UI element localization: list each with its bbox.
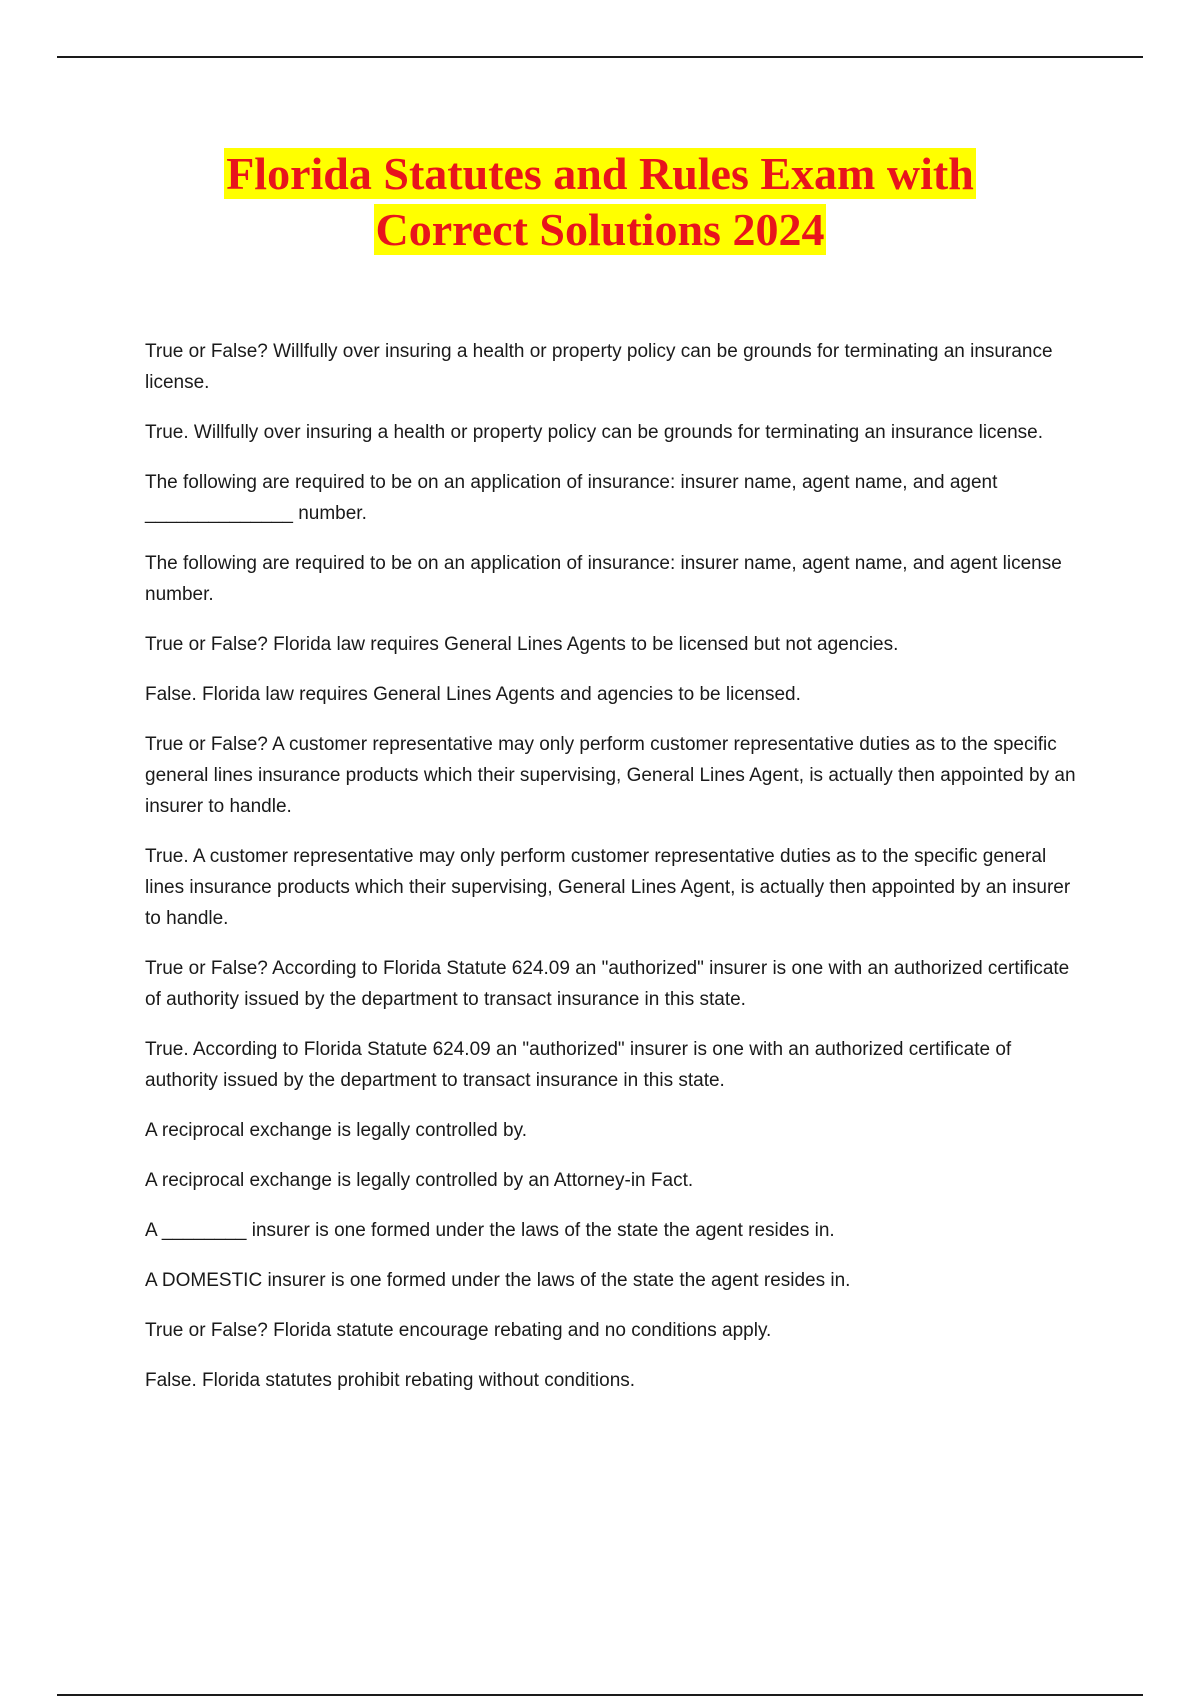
question-1: True or False? Willfully over insuring a health or property policy can be grounds for terminating an insurance license.	[145, 341, 1053, 393]
question-5: True or False? According to Florida Statute 624.09 an "authorized" insurer is one with an authorized certificate of authority issued by the department to transact insurance in this state.	[145, 958, 1070, 1010]
answer-6: A reciprocal exchange is legally controlled by an Attorney-in Fact.	[145, 1170, 694, 1191]
question-8: True or False? Florida statute encourage rebating and no conditions apply.	[145, 1320, 772, 1341]
question-7: A ________ insurer is one formed under the laws of the state the agent resides in.	[145, 1220, 835, 1241]
top-rule	[57, 56, 1143, 58]
answer-1: True. Willfully over insuring a health or property policy can be grounds for terminating an insurance license.	[145, 422, 1044, 443]
answer-2: The following are required to be on an application of insurance: insurer name, agent name, and agent license number.	[145, 553, 1062, 605]
answer-4: True. A customer representative may only perform customer representative duties as to the specific general lines insurance products which their supervising, General Lines Agent, is actually then appointed by an insurer to handle.	[145, 846, 1071, 929]
answer-3: False. Florida law requires General Lines Agents and agencies to be licensed.	[145, 684, 801, 705]
bottom-rule	[57, 1694, 1143, 1696]
question-3: True or False? Florida law requires General Lines Agents to be licensed but not agencies.	[145, 634, 899, 655]
answer-5: True. According to Florida Statute 624.09 an "authorized" insurer is one with an authorized certificate of authority issued by the department to transact insurance in this state.	[145, 1039, 1012, 1091]
question-4: True or False? A customer representative may only perform customer representative duties as to the specific general lines insurance products which their supervising, General Lines Agent, is actually then appointed by an insurer to handle.	[145, 734, 1076, 817]
document-title	[0, 146, 1200, 258]
answer-8: False. Florida statutes prohibit rebating without conditions.	[145, 1370, 636, 1391]
title-line-2: Correct Solutions 2024	[375, 204, 825, 255]
title-line-1: Florida Statutes and Rules Exam with	[226, 148, 974, 199]
answer-7: A DOMESTIC insurer is one formed under the laws of the state the agent resides in.	[145, 1270, 851, 1291]
document-body	[145, 336, 1085, 1415]
question-2: The following are required to be on an application of insurance: insurer name, agent name, and agent ______________ number.	[145, 472, 998, 524]
question-6: A reciprocal exchange is legally controlled by.	[145, 1120, 527, 1141]
